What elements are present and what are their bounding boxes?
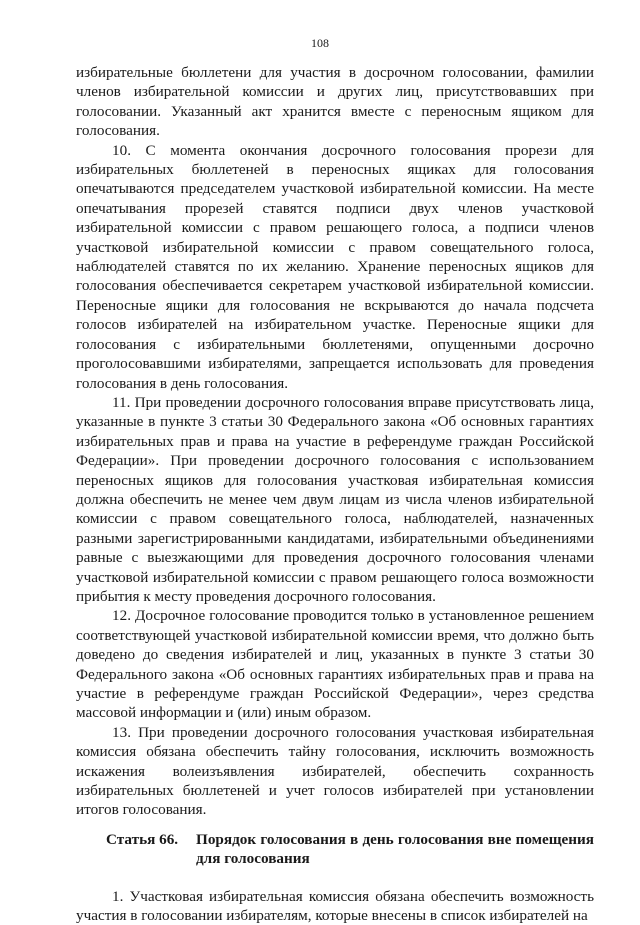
article-number: Статья 66.	[106, 830, 179, 848]
page-number: 108	[311, 36, 329, 50]
paragraph-continuation: избирательные бюллетени для участия в досрочном голосовании, фамилии членов избирательной комиссии и других лиц, присутствовавших при голосовании. Указанный акт хранится вместе с переносным ящиком для голосования.	[76, 64, 594, 140]
article-paragraph-1: 1. Участковая избирательная комиссия обязана обеспечить возможность участия в голосовании избирателям, которые внесены в список избирателей на	[76, 887, 594, 925]
paragraph-12: 12. Досрочное голосование проводится только в установленное решением соответствующей участковой избирательной комиссии время, что должно быть доведено до сведения избирателей и лиц, указанных в пункте 3 статьи 30 Федерального закона «Об основных гарантиях избирательных прав и права на участие в референдуме граждан Российской Федерации», через средства массовой информации и (или) иным образом.	[76, 607, 594, 722]
article-heading	[76, 830, 594, 869]
article-title: Порядок голосования в день голосования вне помещения для голосования	[196, 830, 594, 868]
document-body	[76, 63, 594, 925]
paragraph-13: 13. При проведении досрочного голосования участковая избирательная комиссия обязана обеспечить тайну голосования, исключить возможность искажения волеизъявления избирателей, обеспечить сохранность избирательных бюллетеней и учет голосов избирателей при установлении итогов голосования.	[76, 723, 594, 819]
paragraph-10: 10. С момента окончания досрочного голосования прорези для избирательных бюллетеней в переносных ящиках для голосования опечатываются председателем участковой избирательной комиссии. На месте опечатывания прорезей ставятся подписи двух членов участковой избирательной комиссии с правом решающего голоса, а подписи членов участковой избирательной комиссии с правом совещательного голоса, наблюдателей ставятся по их желанию. Хранение переносных ящиков для голосования обеспечивается секретарем участковой избирательной комиссии. Переносные ящики для голосования не вскрываются до начала подсчета голосов избирателей на избирательном участке. Переносные ящики для голосования с избирательными бюллетенями, опущенными досрочно проголосовавшими избирателями, запрещается использовать для проведения голосования в день голосования.	[76, 141, 594, 392]
paragraph-11: 11. При проведении досрочного голосования вправе присутствовать лица, указанные в пункте 3 статьи 30 Федерального закона «Об основных гарантиях избирательных прав и права на участие в референдуме граждан Российской Федерации». При проведении досрочного голосования с использованием переносных ящиков для голосования участковая избирательная комиссия должна обеспечить не менее чем двум лицам из числа членов избирательной комиссии с правом совещательного голоса, наблюдателей, назначенных разными зарегистрированными кандидатами, избирательными объединениями равные с выезжающими для проведения досрочного голосования членами участковой избирательной комиссии с правом решающего голоса возможности прибытия к месту проведения досрочного голосования.	[76, 393, 594, 605]
